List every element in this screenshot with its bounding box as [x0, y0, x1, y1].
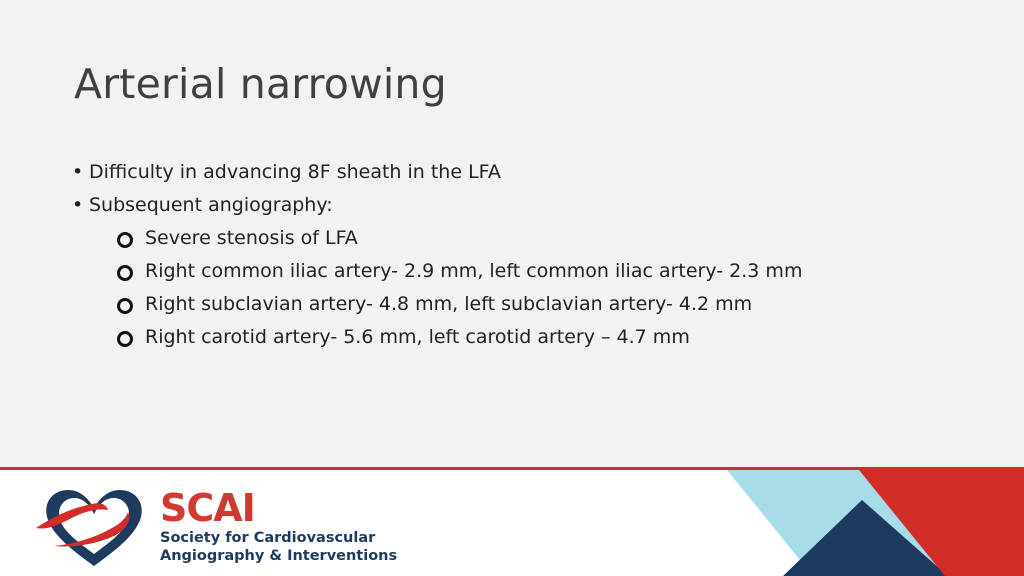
bullet-item: [72, 156, 972, 189]
bullet-item: [72, 189, 972, 222]
sub-bullet-text: Right carotid artery- 5.6 mm, left carotid artery – 4.7 mm: [145, 326, 690, 348]
logo-subtitle-line-1: Society for Cardiovascular: [160, 530, 376, 546]
sub-bullet-text: Right subclavian artery- 4.8 mm, left subclavian artery- 4.2 mm: [145, 293, 753, 315]
sub-bullet-item: [72, 288, 972, 321]
slide-title: Arterial narrowing: [74, 60, 447, 108]
sub-bullet-item: [72, 255, 972, 288]
ring-bullet-icon: [117, 232, 133, 248]
ring-bullet-icon: [117, 298, 133, 314]
bullet-dot-icon: •: [72, 194, 84, 216]
ring-bullet-icon: [117, 265, 133, 281]
sub-bullet-item: [72, 222, 972, 255]
sub-bullet-text: Severe stenosis of LFA: [145, 227, 358, 249]
bullet-text: Subsequent angiography:: [89, 194, 333, 216]
bullet-text: Difficulty in advancing 8F sheath in the LFA: [89, 161, 501, 183]
logo-subtitle-line-2: Angiography & Interventions: [160, 548, 398, 564]
bullet-dot-icon: •: [72, 161, 84, 183]
scai-heart-logo-icon: [34, 484, 154, 574]
ring-bullet-icon: [117, 331, 133, 347]
bullet-list: [72, 156, 972, 354]
sub-bullet-item: [72, 321, 972, 354]
logo-abbreviation: SCAI: [160, 486, 255, 530]
sub-bullet-text: Right common iliac artery- 2.9 mm, left common iliac artery- 2.3 mm: [145, 260, 803, 282]
